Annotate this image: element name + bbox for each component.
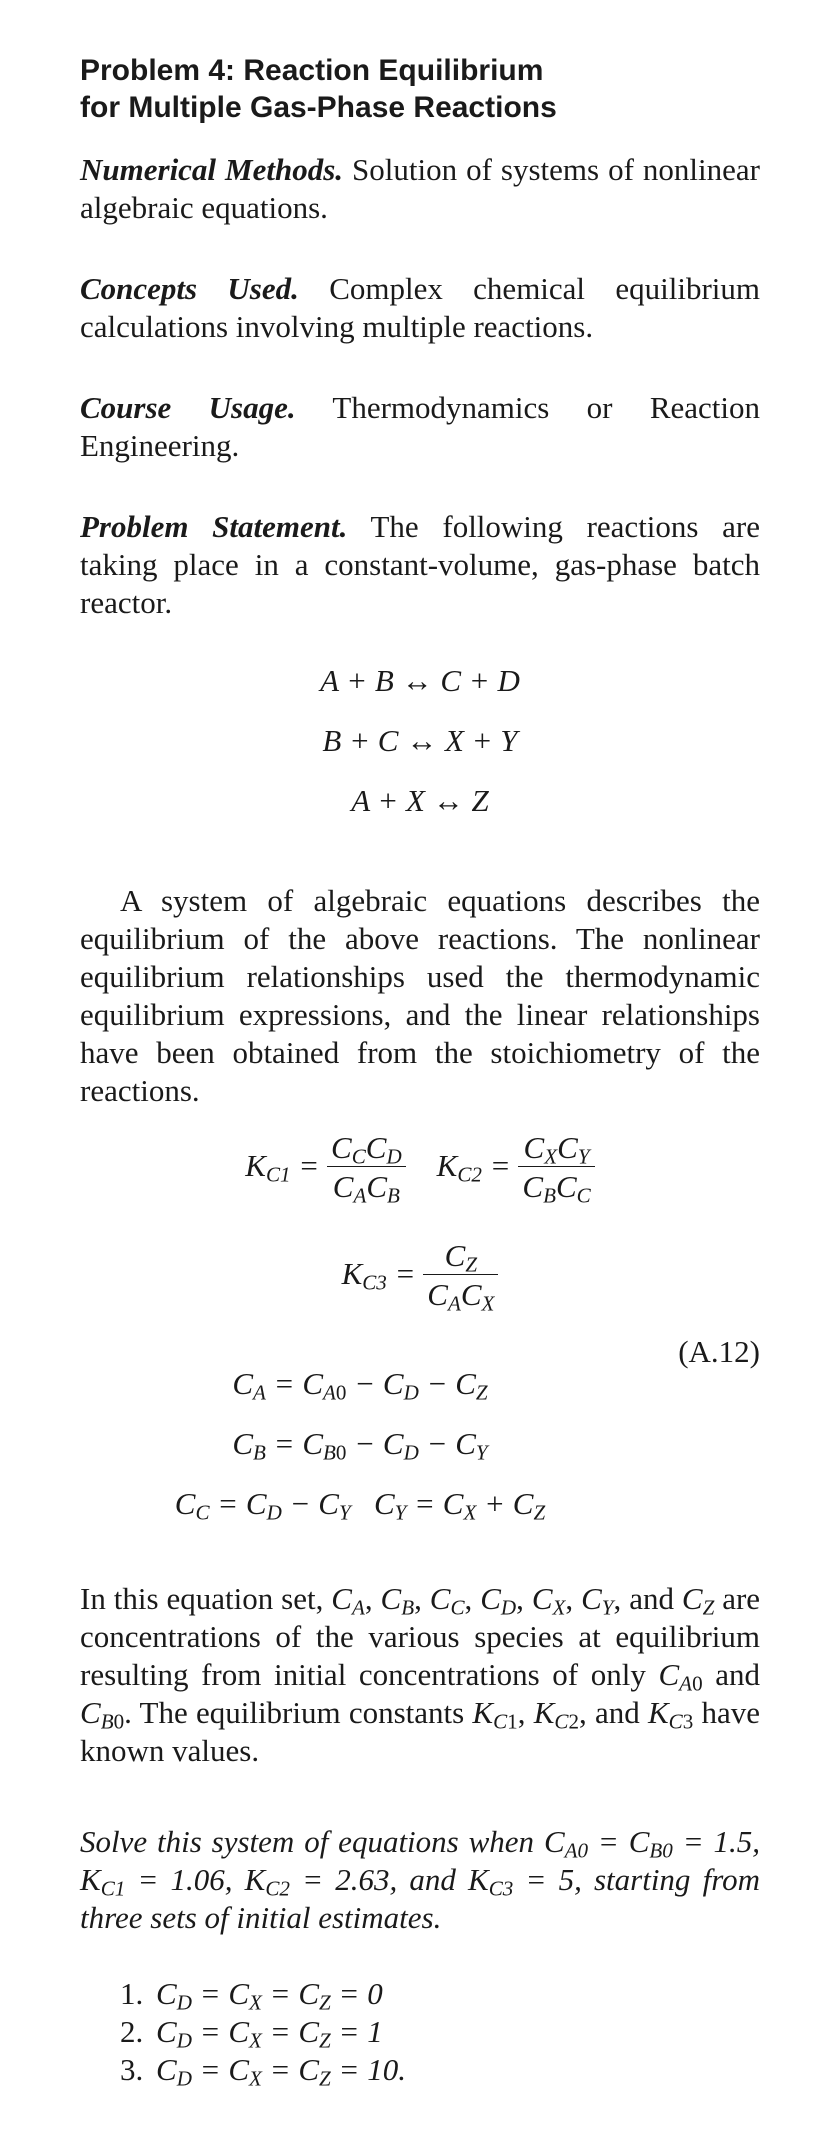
reaction-3: A + X ↔ Z [351, 783, 489, 818]
section-lead: Numerical Methods. [80, 152, 344, 187]
section-lead: Problem Statement. [80, 509, 348, 544]
reaction-2: B + C ↔ X + Y [322, 723, 518, 758]
explanation-text: have known values. [80, 1695, 761, 1768]
reaction-1: A + B ↔ C + D [320, 663, 520, 698]
title-line-2: for Multiple Gas-Phase Reactions [80, 91, 557, 124]
section-concepts-used [80, 270, 760, 346]
list-item: 3. $C_D = C_X = C_Z = 10$. [120, 2052, 406, 2091]
section-lead: Course Usage. [80, 390, 296, 425]
page-title [80, 52, 557, 126]
equation-number: (A.12) [678, 1334, 760, 1369]
section-text: Thermodynamics or Reaction Engineering. [80, 390, 760, 463]
explanation-text: In this equation set, [80, 1581, 332, 1616]
equation-kc1-kc2: $K_{C1}$ = $\frac{C_CC_D}{C_AC_B}$ $K_{C2}$ = $\frac{C_XC_Y}{C_BC_C}$ [80, 1130, 760, 1207]
task-text: Solve this system of equations when [80, 1824, 535, 1859]
task-value-kc3: 5 [558, 1862, 575, 1897]
section-text: The following reactions are taking place in a constant-volume, gas-phase batch reactor. [80, 509, 761, 620]
section-text: Complex chemical equilibrium calculations involving multiple reactions. [80, 271, 760, 344]
section-course-usage [80, 389, 760, 465]
list-item: 2. $C_D = C_X = C_Z = 1$ [120, 2014, 383, 2053]
equation-kc3: $K_{C3}$ = $\frac{C_Z}{C_AC_X}$ [80, 1238, 760, 1315]
list-item: 1. $C_D = C_X = C_Z = 0$ [120, 1976, 383, 2015]
equation-ca: $C_A = C_{A0} - C_D - C_Z$ [232, 1366, 488, 1405]
title-line-1: Problem 4: Reaction Equilibrium [80, 54, 544, 87]
equation-cb: $C_B = C_{B0} - C_D - C_Y$ [232, 1426, 488, 1465]
section-numerical-methods [80, 151, 760, 227]
task-value-kc2: 2.63 [335, 1862, 390, 1897]
explanation-text: . The equilibrium constants [124, 1695, 473, 1730]
section-problem-statement [80, 508, 760, 622]
section-text: Solution of systems of nonlinear algebraic equations. [80, 152, 760, 225]
explanation-paragraph: In this equation set, $C_A$, $C_B$, $C_C$, $C_D$, $C_X$, $C_Y$, and $C_Z$ are concentrations of the various species at equilibrium resulting from initial concentrations of only $C_{A0}$ and $C_{B0}$. The equilibrium constants $K_{C1}$, $K_{C2}$, and $K_{C3}$ have known values. [80, 1581, 761, 1768]
description-paragraph: A system of algebraic equations describes the equilibrium of the above reactions. The nonlinear equilibrium relationships used the thermodynamic equilibrium expressions, and the linear relationships have been obtained from the stoichiometry of the reactions. [80, 883, 760, 1108]
section-lead: Concepts Used. [80, 271, 299, 306]
task-paragraph: Solve this system of equations when $C_{A0} = C_{B0} = 1.5$, $K_{C1} = 1.06$, $K_{C2} = 2.63$, and $K_{C3} = 5$, starting from three sets of initial estimates. [80, 1824, 761, 1935]
task-value-kc1: 1.06 [170, 1862, 225, 1897]
explanation-text: are concentrations of the various species at equilibrium resulting from initial concentrations of only [80, 1581, 761, 1692]
task-value-ca0: 1.5 [713, 1824, 753, 1859]
task-end-text: starting from three sets of initial estimates. [80, 1862, 761, 1935]
equation-cc-cy: $C_C = C_D - C_Y$ $C_Y = C_X + C_Z$ [174, 1486, 546, 1525]
